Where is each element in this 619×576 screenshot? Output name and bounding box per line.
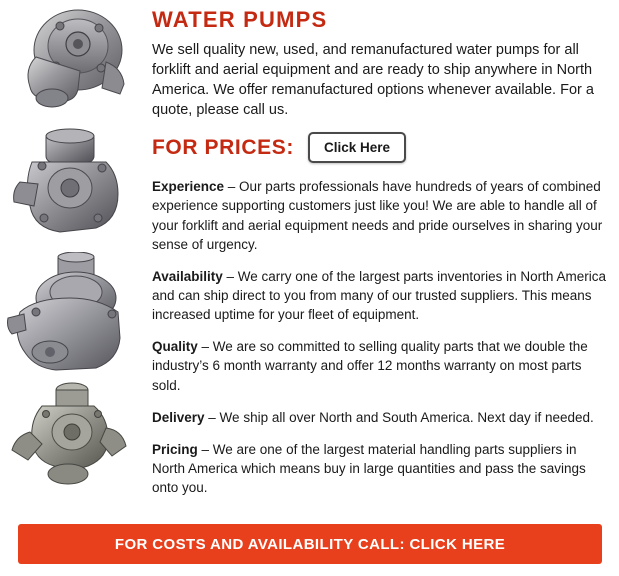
water-pump-photo-2 [6, 126, 146, 248]
water-pump-photo-3 [6, 252, 146, 378]
main-content [152, 4, 612, 510]
feature-pricing-label: Pricing [152, 441, 198, 457]
feature-availability-text: – We carry one of the largest parts inventories in North America and can ship direct to you from many of our trusted suppliers. This means increased uptime for your fleet of equipment. [152, 268, 606, 323]
click-here-button[interactable]: Click Here [308, 132, 406, 163]
feature-quality-label: Quality [152, 339, 198, 355]
feature-pricing-text: – We are one of the largest material handling parts suppliers in North America which means buy in large quantities and pass the savings onto you. [152, 441, 586, 496]
page-title: WATER PUMPS [152, 7, 328, 32]
intro-paragraph: We sell quality new, used, and remanufactured water pumps for all forklift and aerial equipment and are ready to ship anywhere in North America. We offer remanufactured options whenever available. For a quote, please call us. [152, 42, 594, 119]
feature-delivery-text: – We ship all over North and South America. Next day if needed. [204, 409, 594, 425]
feature-experience-label: Experience [152, 179, 225, 195]
feature-availability-label: Availability [152, 268, 223, 284]
feature-quality-text: – We are so committed to selling quality parts that we double the industry’s 6 month warranty and offer 12 months warranty on most parts sold. [152, 339, 588, 393]
water-pump-illustration-1 [6, 2, 146, 120]
feature-experience-text: – Our parts professionals have hundreds of years of combined experience supporting customers just like you! We are able to handle all of your forklift and aerial equipment needs and pride ourselves in sharing your sense of urgency. [152, 179, 603, 252]
footer-cta-label: FOR COSTS AND AVAILABILITY CALL: CLICK HERE [114, 535, 506, 553]
for-prices-label: FOR PRICES: [152, 135, 294, 159]
product-image-gallery [0, 0, 150, 520]
water-pump-photo-4 [6, 378, 146, 496]
feature-availability [152, 267, 612, 324]
feature-pricing [152, 440, 612, 497]
feature-experience [152, 177, 612, 254]
water-pump-illustration-2 [6, 126, 146, 248]
footer-call-to-action-bar[interactable] [18, 524, 602, 564]
feature-delivery [152, 408, 612, 427]
water-pump-photo-1 [6, 2, 146, 120]
feature-quality [152, 337, 612, 394]
water-pump-illustration-4 [6, 378, 146, 496]
prices-row [152, 132, 612, 163]
feature-delivery-label: Delivery [152, 409, 205, 425]
water-pump-illustration-3 [6, 252, 146, 378]
